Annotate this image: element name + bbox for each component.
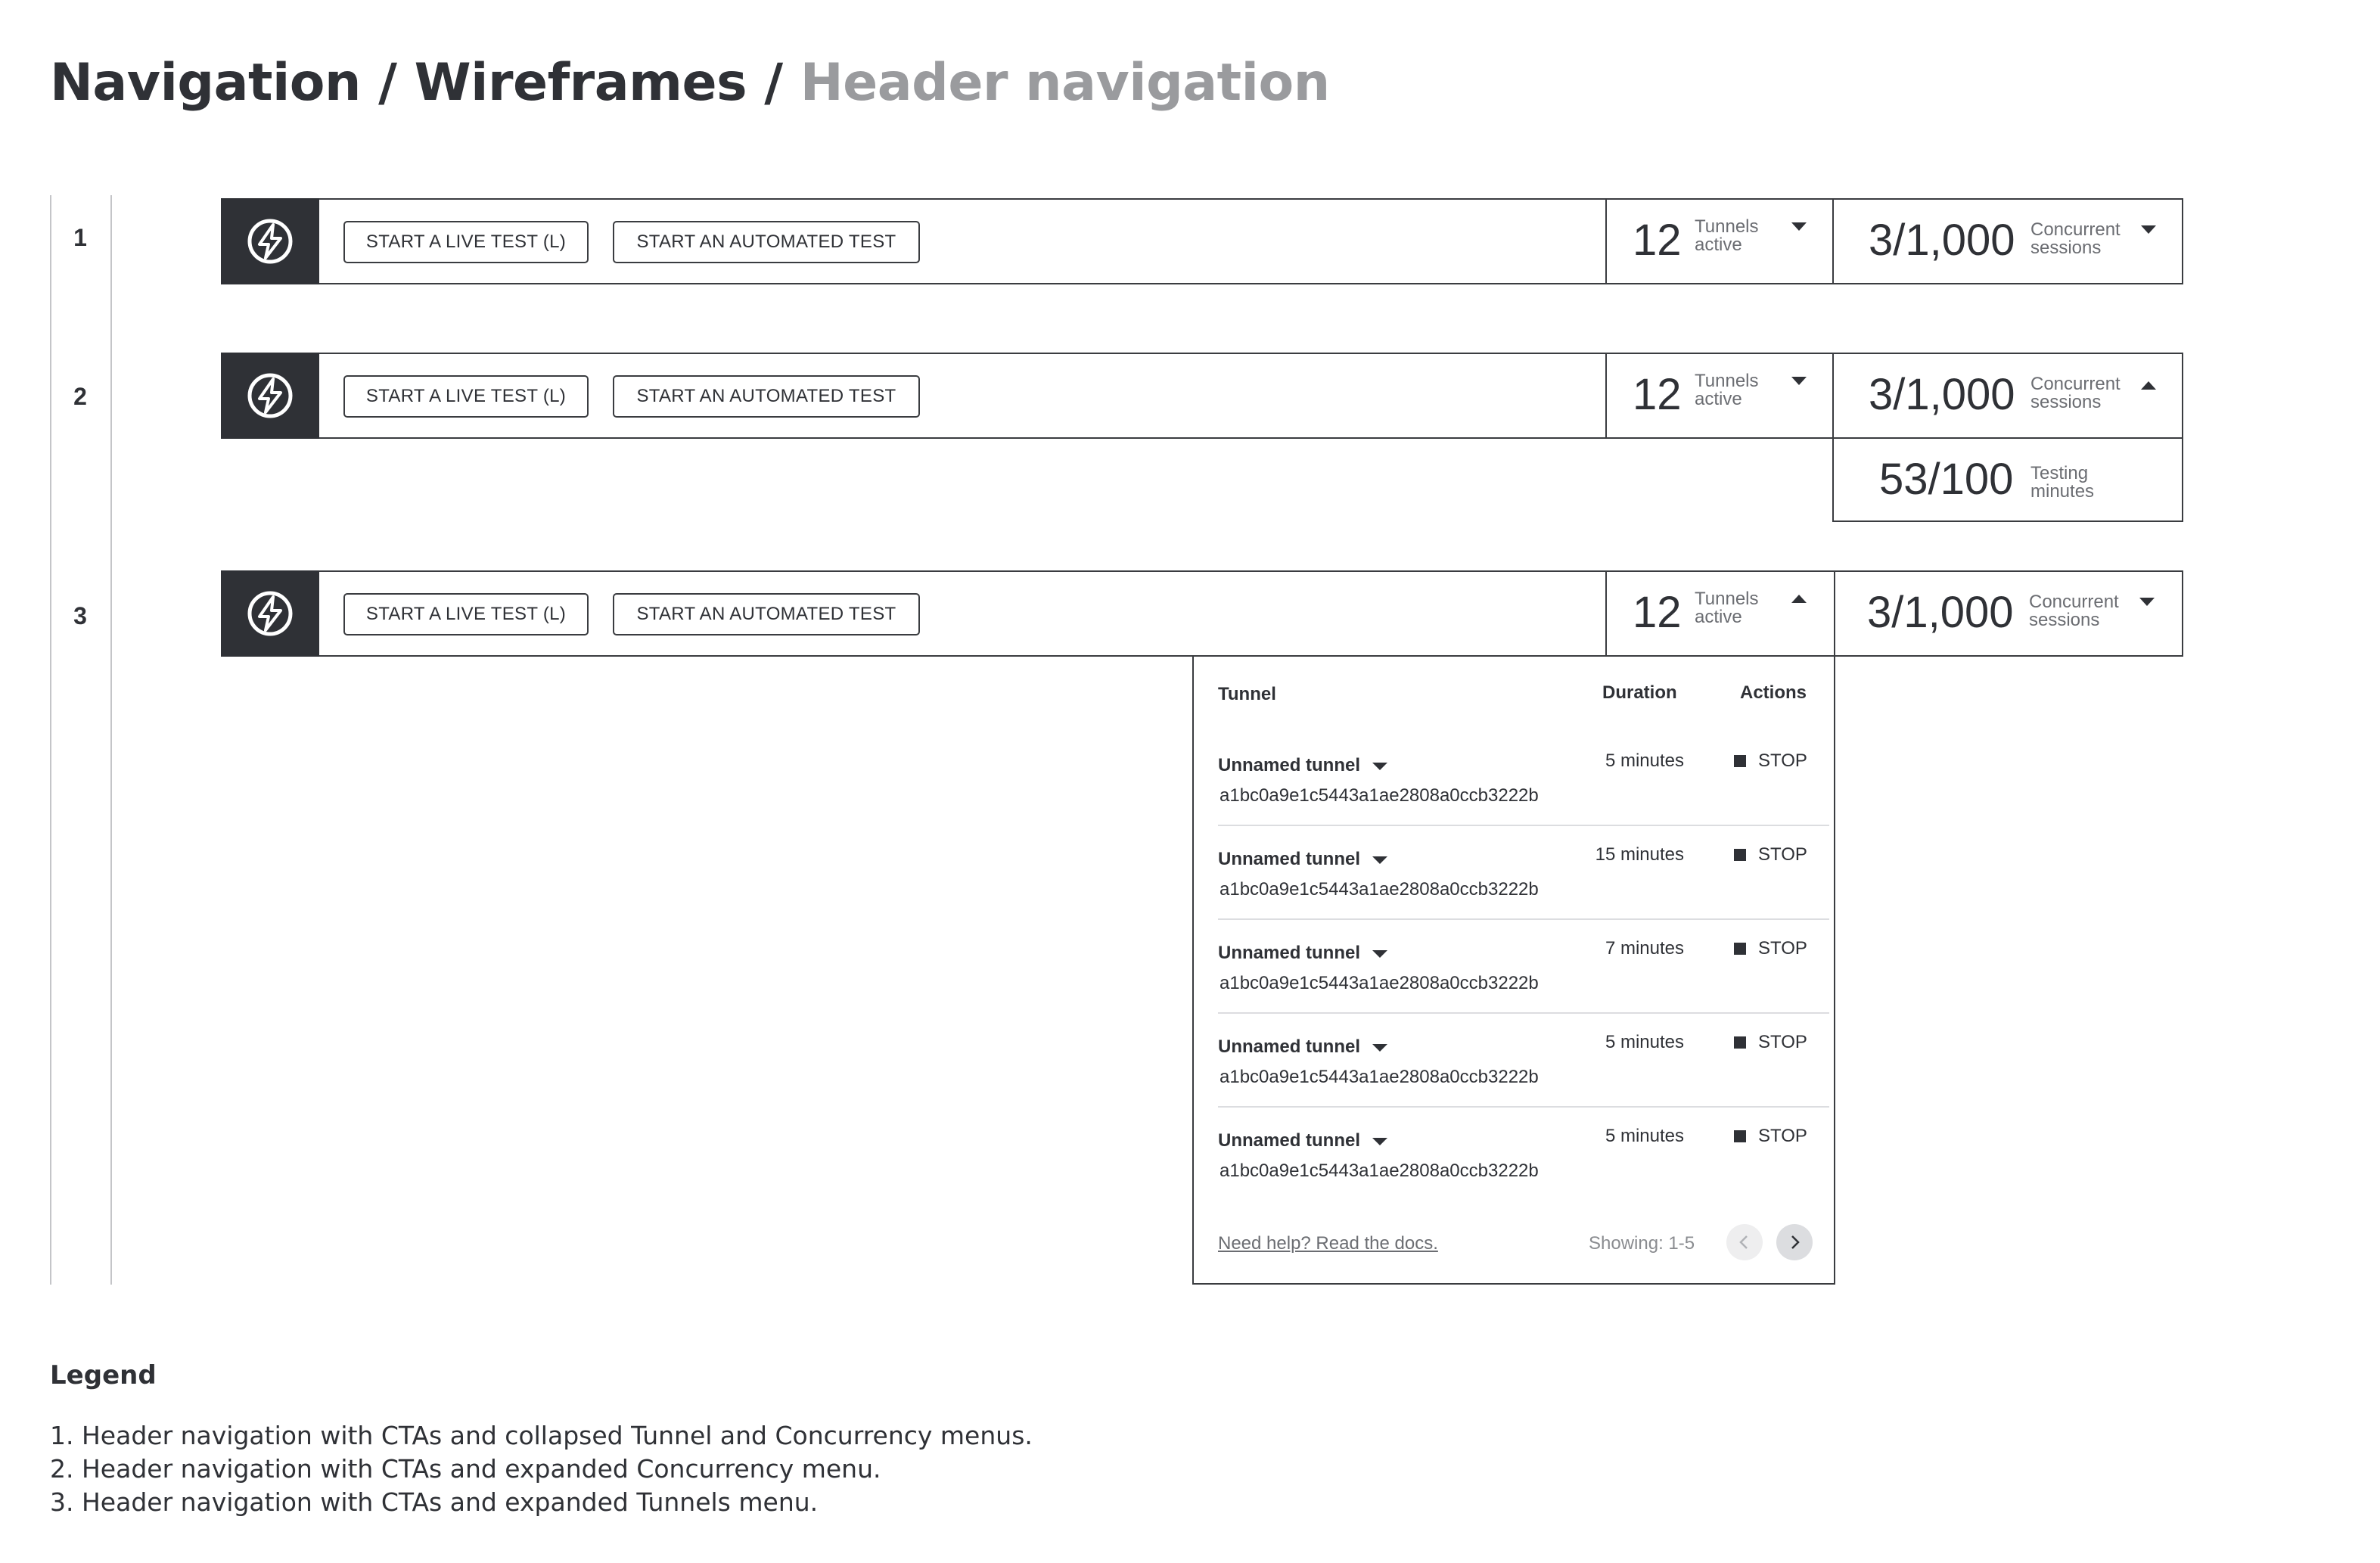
chevron-down-icon xyxy=(2139,598,2155,606)
tunnel-id: a1bc0a9e1c5443a1ae2808a0ccb3222b xyxy=(1220,785,1539,806)
tunnel-name: Unnamed tunnel xyxy=(1218,755,1361,775)
table-row xyxy=(1194,747,1837,831)
chevron-up-icon xyxy=(2141,381,2156,390)
table-row xyxy=(1194,1029,1837,1112)
start-automated-test-button[interactable]: START AN AUTOMATED TEST xyxy=(613,375,920,418)
stop-button[interactable]: STOP xyxy=(1734,1126,1807,1147)
tunnel-name: Unnamed tunnel xyxy=(1218,1036,1361,1057)
concurrency-label-1: Concurrent xyxy=(2030,219,2121,240)
concurrency-label-1: Concurrent xyxy=(2029,592,2119,612)
pagination-prev-button[interactable] xyxy=(1726,1224,1763,1260)
page-title: Navigation / Wireframes / Header navigation xyxy=(50,53,1330,113)
tunnels-label-1: Tunnels xyxy=(1695,371,1759,391)
table-row xyxy=(1194,841,1837,924)
legend-title: Legend xyxy=(50,1360,157,1391)
lightning-bolt-icon xyxy=(244,588,296,639)
left-rail-inner xyxy=(110,195,112,1285)
tunnels-dropdown[interactable] xyxy=(1605,570,1835,657)
divider xyxy=(1218,1012,1829,1014)
column-header-tunnel: Tunnel xyxy=(1218,684,1276,704)
tunnel-duration: 15 minutes xyxy=(1595,844,1684,865)
start-live-test-button[interactable]: START A LIVE TEST (L) xyxy=(343,375,589,418)
logo[interactable] xyxy=(221,570,319,657)
stop-icon xyxy=(1734,1130,1746,1142)
tunnel-name: Unnamed tunnel xyxy=(1218,943,1361,963)
tunnels-count: 12 xyxy=(1633,370,1682,419)
lightning-bolt-icon xyxy=(244,370,296,421)
legend-item-1: 1. Header navigation with CTAs and collapsed Tunnel and Concurrency menus. xyxy=(50,1421,1033,1450)
tunnels-count: 12 xyxy=(1633,216,1682,265)
column-header-duration: Duration xyxy=(1602,682,1677,703)
chevron-down-icon[interactable] xyxy=(1372,1138,1387,1145)
chevron-up-icon xyxy=(1791,595,1807,603)
logo[interactable] xyxy=(221,198,319,284)
stop-button[interactable]: STOP xyxy=(1734,938,1807,959)
start-automated-test-button[interactable]: START AN AUTOMATED TEST xyxy=(613,593,920,635)
tunnel-duration: 5 minutes xyxy=(1605,750,1684,771)
tunnels-label-1: Tunnels xyxy=(1695,216,1759,237)
help-docs-link[interactable]: Need help? Read the docs. xyxy=(1218,1233,1438,1254)
chevron-down-icon xyxy=(1791,377,1807,385)
breadcrumb-wireframes: Wireframes xyxy=(414,53,747,113)
tunnels-dropdown[interactable] xyxy=(1605,353,1832,439)
tunnels-label-2: active xyxy=(1695,389,1742,409)
concurrency-dropdown[interactable] xyxy=(1832,353,2183,439)
stop-icon xyxy=(1734,943,1746,955)
pagination-status: Showing: 1-5 xyxy=(1589,1233,1695,1254)
stop-icon xyxy=(1734,1036,1746,1049)
divider xyxy=(1218,918,1829,920)
tunnels-menu xyxy=(1192,655,1835,1285)
start-live-test-button[interactable]: START A LIVE TEST (L) xyxy=(343,221,589,263)
divider xyxy=(1218,825,1829,826)
tunnels-label-2: active xyxy=(1695,607,1742,627)
stop-button[interactable]: STOP xyxy=(1734,750,1807,772)
tunnel-id: a1bc0a9e1c5443a1ae2808a0ccb3222b xyxy=(1220,879,1539,900)
tunnels-label-2: active xyxy=(1695,235,1742,255)
concurrency-dropdown[interactable] xyxy=(1832,198,2183,284)
table-row xyxy=(1194,935,1837,1018)
row-number-2: 2 xyxy=(73,383,87,410)
column-header-actions: Actions xyxy=(1740,682,1807,703)
concurrency-label-2: sessions xyxy=(2030,238,2102,258)
testing-minutes-count: 53/100 xyxy=(1879,455,2014,504)
tunnel-name: Unnamed tunnel xyxy=(1218,1130,1361,1151)
tunnels-dropdown[interactable] xyxy=(1605,198,1832,284)
lightning-bolt-icon xyxy=(244,216,296,267)
tunnel-duration: 5 minutes xyxy=(1605,1126,1684,1146)
tunnels-label-1: Tunnels xyxy=(1695,589,1759,609)
tunnel-duration: 5 minutes xyxy=(1605,1032,1684,1052)
concurrency-label-2: sessions xyxy=(2030,392,2102,412)
chevron-right-icon xyxy=(1785,1233,1804,1251)
tunnel-id: a1bc0a9e1c5443a1ae2808a0ccb3222b xyxy=(1220,1161,1539,1181)
tunnel-id: a1bc0a9e1c5443a1ae2808a0ccb3222b xyxy=(1220,973,1539,993)
chevron-down-icon[interactable] xyxy=(1372,1044,1387,1052)
table-row xyxy=(1194,1123,1837,1206)
chevron-left-icon xyxy=(1735,1233,1754,1251)
pagination-next-button[interactable] xyxy=(1776,1224,1813,1260)
concurrency-count: 3/1,000 xyxy=(1869,370,2015,419)
stop-button[interactable]: STOP xyxy=(1734,844,1807,865)
concurrency-label-1: Concurrent xyxy=(2030,374,2121,394)
concurrency-count: 3/1,000 xyxy=(1869,216,2015,265)
legend-item-3: 3. Header navigation with CTAs and expanded Tunnels menu. xyxy=(50,1487,819,1517)
breadcrumb-current: Header navigation xyxy=(800,53,1330,113)
tunnel-name: Unnamed tunnel xyxy=(1218,849,1361,869)
divider xyxy=(1218,1106,1829,1108)
breadcrumb-navigation: Navigation xyxy=(50,53,361,113)
concurrency-menu xyxy=(1832,437,2183,522)
stop-button[interactable]: STOP xyxy=(1734,1032,1807,1053)
stop-icon xyxy=(1734,755,1746,767)
start-automated-test-button[interactable]: START AN AUTOMATED TEST xyxy=(613,221,920,263)
logo[interactable] xyxy=(221,353,319,439)
concurrency-dropdown[interactable] xyxy=(1835,570,2183,657)
chevron-down-icon xyxy=(2141,225,2156,234)
concurrency-count: 3/1,000 xyxy=(1867,588,2014,637)
testing-minutes-label-1: Testing xyxy=(2030,463,2089,483)
start-live-test-button[interactable]: START A LIVE TEST (L) xyxy=(343,593,589,635)
row-number-3: 3 xyxy=(73,602,87,629)
stop-icon xyxy=(1734,849,1746,861)
concurrency-label-2: sessions xyxy=(2029,610,2100,630)
left-rail-outer xyxy=(50,195,51,1285)
row-number-1: 1 xyxy=(73,224,87,251)
chevron-down-icon[interactable] xyxy=(1372,856,1387,864)
tunnels-count: 12 xyxy=(1633,588,1682,637)
tunnel-duration: 7 minutes xyxy=(1605,938,1684,959)
chevron-down-icon[interactable] xyxy=(1372,763,1387,770)
tunnel-id: a1bc0a9e1c5443a1ae2808a0ccb3222b xyxy=(1220,1067,1539,1087)
testing-minutes-label-2: minutes xyxy=(2030,481,2095,502)
chevron-down-icon[interactable] xyxy=(1372,950,1387,958)
chevron-down-icon xyxy=(1791,222,1807,231)
legend-item-2: 2. Header navigation with CTAs and expanded Concurrency menu. xyxy=(50,1454,881,1484)
